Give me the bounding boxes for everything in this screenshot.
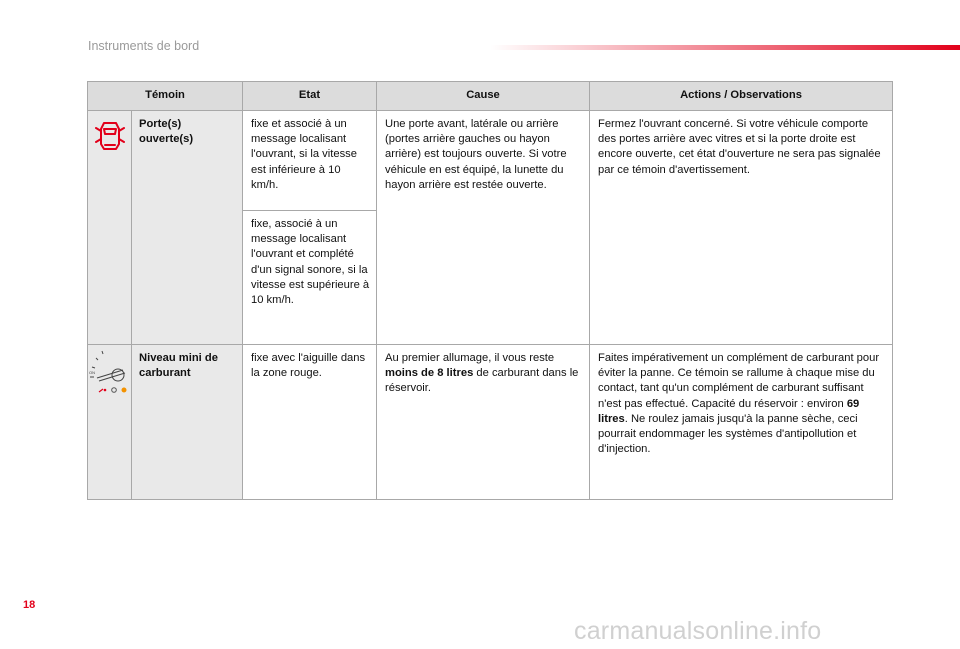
fuel-cause (377, 345, 590, 500)
warning-lights-table (87, 81, 893, 500)
header-actions: Actions / Observations (590, 82, 893, 111)
fuel-cause-text-2: de carburant dans le réservoir. (385, 367, 579, 395)
door-actions: Fermez l'ouvrant concerné. Si votre véhicule comporte des portes arrière avec vitres et si la porte droite est encore ouverte, cet état d'ouverture ne sera pas signalée par ce témoin d'avertissement. (590, 111, 893, 345)
fuel-gauge-icon (89, 347, 131, 402)
header-accent-bar (490, 45, 960, 50)
header-cause: Cause (377, 82, 590, 111)
header-temoin: Témoin (88, 82, 243, 111)
fuel-actions-text-1: Faites impérativement un complément de carburant pour éviter la panne. Ce témoin se rallume à chaque mise du contact, tant qu'un complément de carburant suffisant n'est pas effectué. Capacité du réservoir : environ (598, 352, 880, 410)
open-door-warning-icon (95, 119, 125, 158)
door-icon-cell (88, 111, 132, 345)
page-number: 18 (23, 599, 36, 611)
fuel-actions-text-2: . Ne roulez jamais jusqu'à la panne sèche, ceci pourrait endommager les systèmes d'antipollution et d'injection. (598, 412, 858, 456)
table-header-row (88, 82, 893, 111)
fuel-warning-name: Niveau mini de carburant (132, 345, 243, 500)
door-warning-name: Porte(s) ouverte(s) (132, 111, 243, 345)
fuel-cause-text-1: Au premier allumage, il vous reste (385, 352, 555, 364)
page-header-title: Instruments de bord (88, 39, 200, 53)
table-row (88, 111, 893, 211)
watermark: carmanualsonline.info (574, 617, 822, 645)
door-cause: Une porte avant, latérale ou arrière (portes arrière gauches ou hayon arrière) est toujours ouverte. Si votre véhicule en est équipé, la lunette du hayon arrière est restée ouverte. (377, 111, 590, 345)
door-etat-1: fixe et associé à un message localisant l'ouvrant, si la vitesse est inférieure à 10 km/h. (243, 111, 377, 211)
header-etat: Etat (243, 82, 377, 111)
fuel-icon-cell (88, 345, 132, 500)
svg-text:ON: ON (88, 370, 95, 375)
fuel-actions (590, 345, 893, 500)
table-row (88, 345, 893, 500)
fuel-cause-bold: moins de 8 litres (385, 367, 474, 380)
fuel-actions-bold: 69 litres (598, 397, 860, 425)
door-etat-2: fixe, associé à un message localisant l'ouvrant et complété d'un signal sonore, si la vitesse est supérieure à 10 km/h. (243, 211, 377, 345)
fuel-etat: fixe avec l'aiguille dans la zone rouge. (243, 345, 377, 500)
